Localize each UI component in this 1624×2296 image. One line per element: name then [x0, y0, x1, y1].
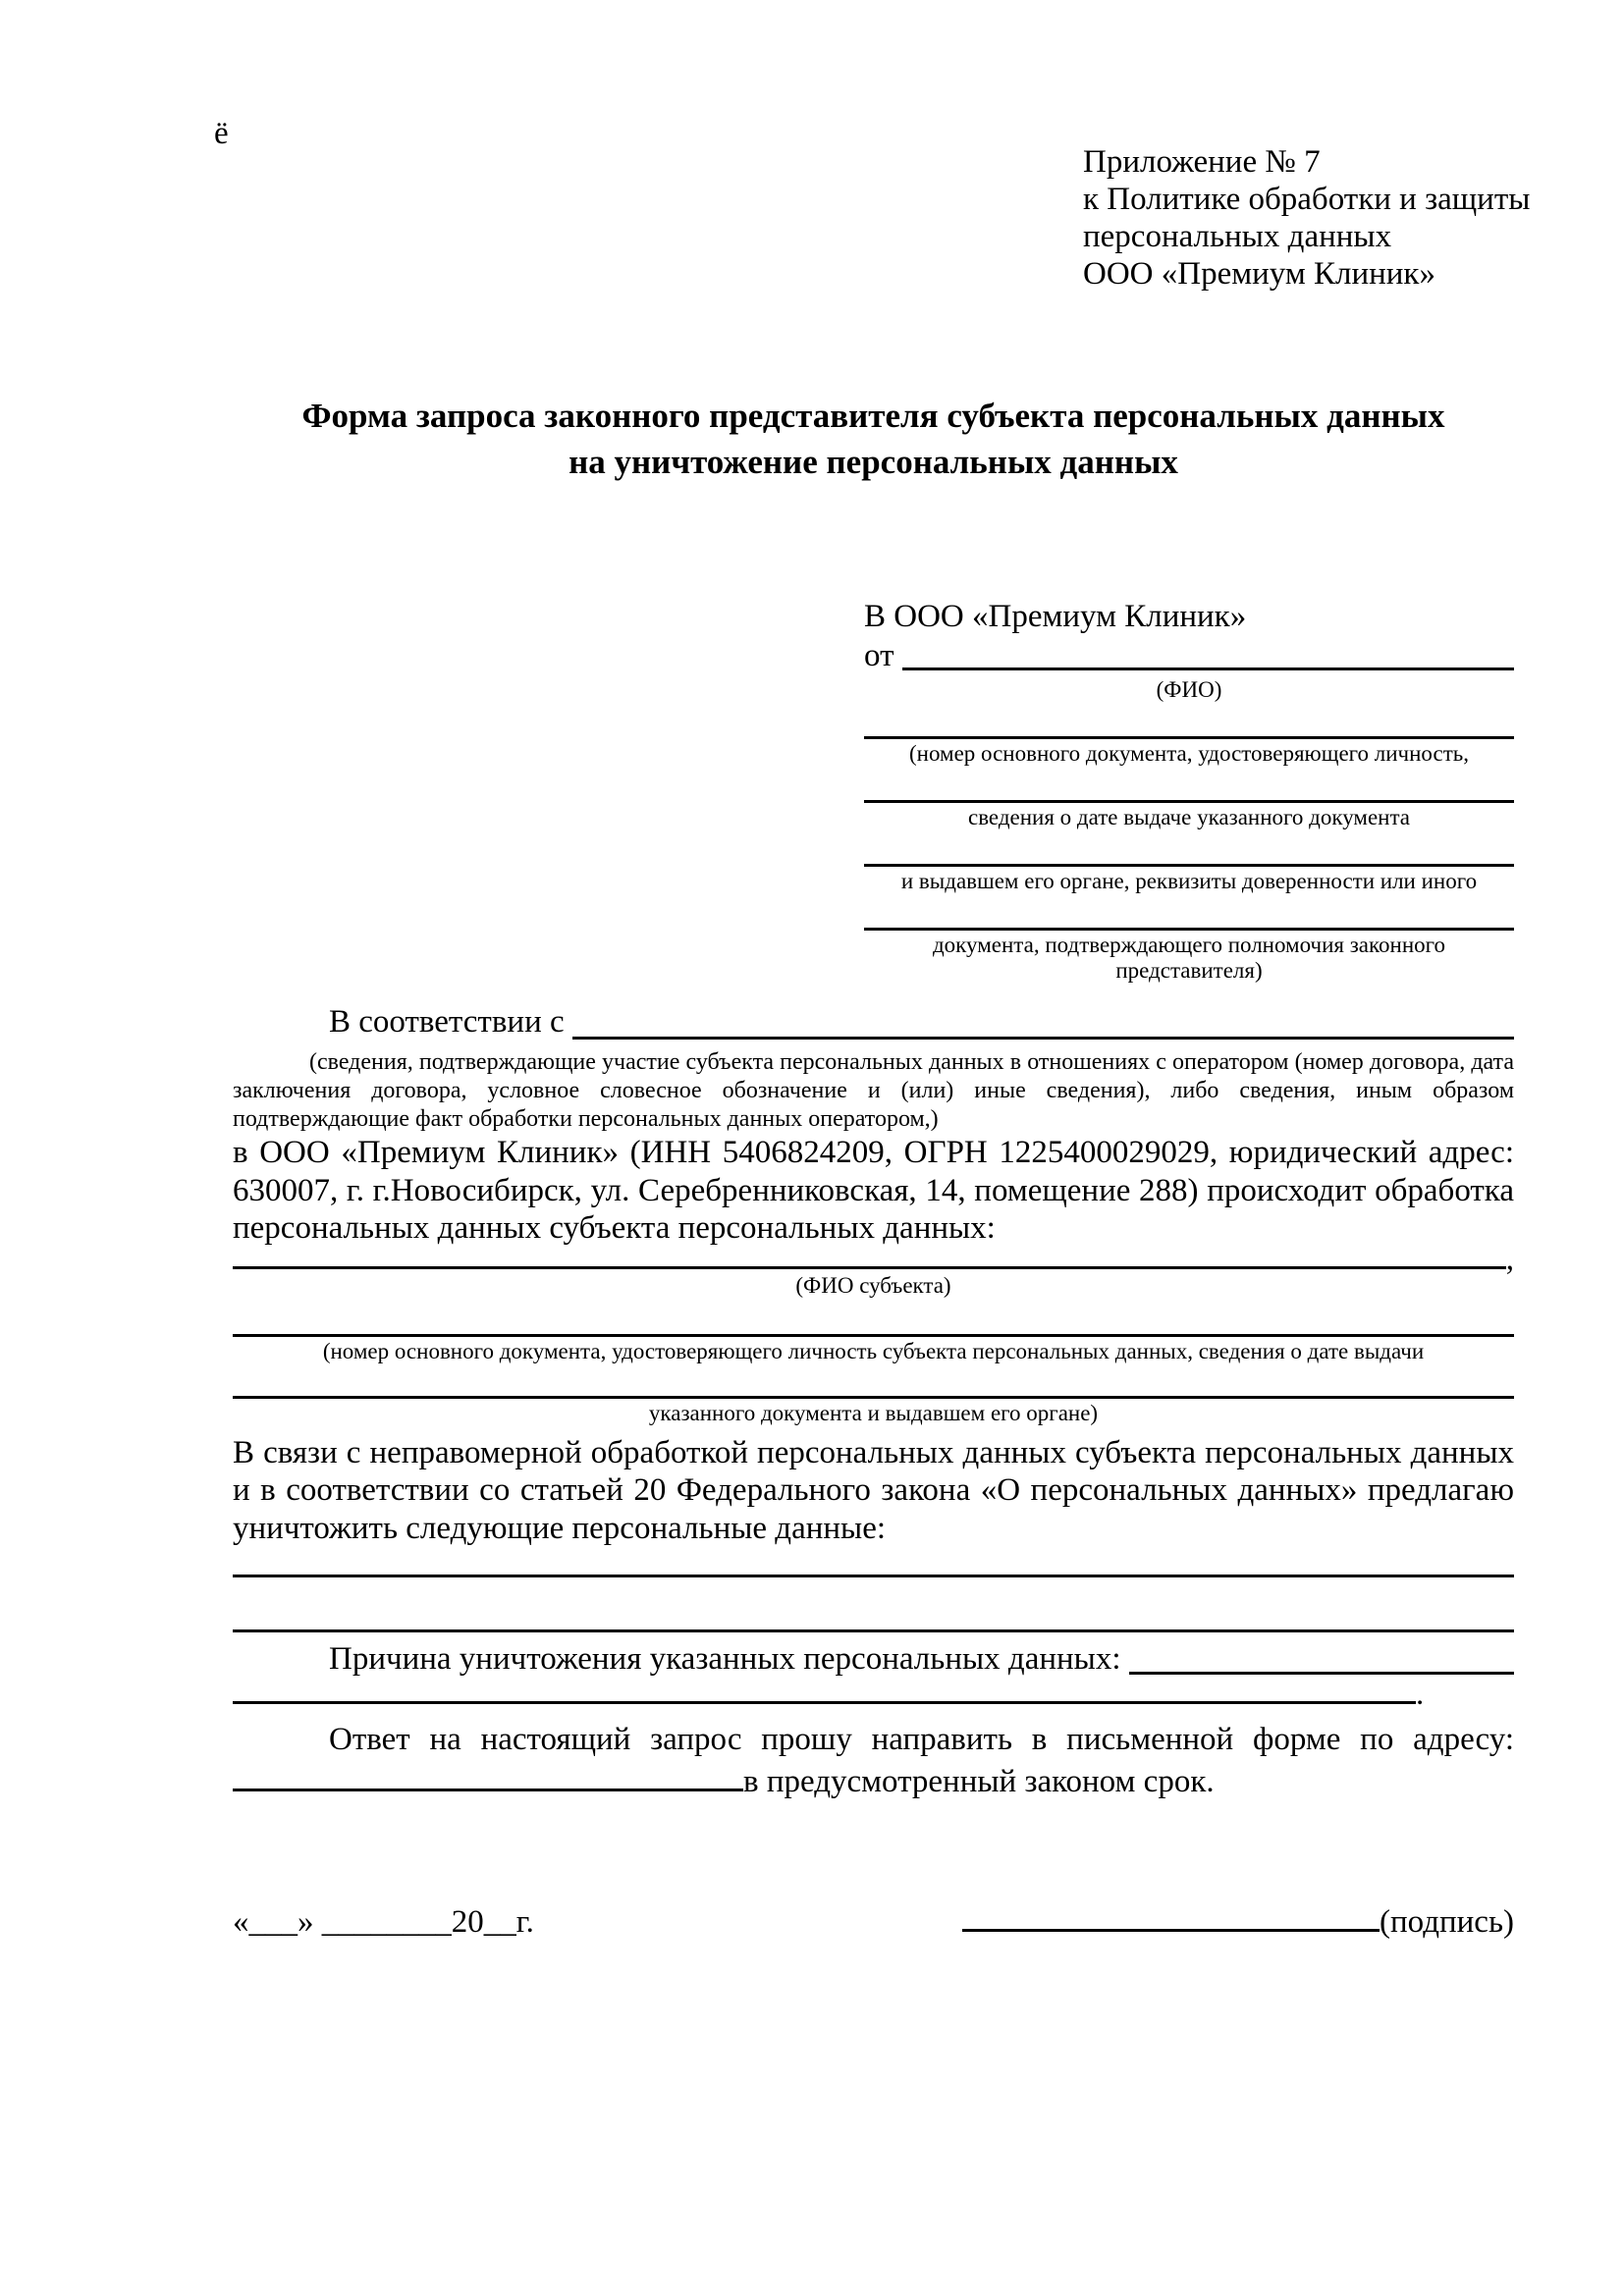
doc-caption: и выдавшем его органе, реквизиты доверенности или иного: [900, 869, 1478, 893]
blank-line: [233, 1629, 1514, 1632]
signature-row: [233, 1902, 1514, 1942]
addressee-to: В ООО «Премиум Клиник»: [864, 599, 1247, 634]
subject-doc-caption: (номер основного документа, удостоверяющего личность субъекта персональных данных, сведения о дате выдачи: [322, 1338, 1425, 1363]
subject-fio-line: [233, 1241, 1514, 1277]
blank-line: [962, 1929, 1380, 1932]
reply-address-line: [233, 1763, 1514, 1801]
trailing-comma: ,: [1505, 1241, 1514, 1277]
appendix-line: к Политике обработки и защиты: [1083, 182, 1531, 217]
blank-line: [572, 1003, 1514, 1040]
page-title: [233, 393, 1514, 485]
blank-line: [233, 1701, 1416, 1704]
page-title-line: на уничтожение персональных данных: [568, 443, 1178, 481]
doc-caption: документа, подтверждающего полномочия законного представителя): [932, 933, 1445, 983]
subject-doc-caption: указанного документа и выдавшем его органе): [648, 1400, 1099, 1425]
reply-tail: в предусмотренный законом срок.: [743, 1763, 1215, 1799]
blank-line: [233, 1248, 1506, 1269]
from-blank-line: [902, 636, 1515, 670]
signature-caption: (подпись): [1380, 1904, 1514, 1940]
operator-paragraph: в ООО «Премиум Клиник» (ИНН 5406824209, ОГРН 1225400029029, юридический адрес: 630007, г. г.Новосибирск, ул. Серебренниковская, 14, помещение 288) происходит обработка персональных данных субъекта персональных данных:: [233, 1135, 1514, 1246]
in-accordance-label: В соответствии с: [329, 1004, 565, 1040]
reply-paragraph: Ответ на настоящий запрос прошу направить в письменной форме по адресу:: [329, 1722, 1514, 1757]
date-line: «___» ________20__г.: [233, 1904, 534, 1940]
page-title-line: Форма запроса законного представителя субъекта персональных данных: [301, 397, 1445, 435]
trailing-period: .: [1416, 1677, 1425, 1712]
reason-line: [233, 1640, 1514, 1680]
blank-line: [864, 736, 1514, 739]
reason-label: Причина уничтожения указанных персональных данных:: [329, 1641, 1121, 1677]
blank-line: [233, 1334, 1514, 1337]
fio-subject-caption: (ФИО субъекта): [795, 1272, 951, 1298]
appendix-line: персональных данных: [1083, 219, 1392, 254]
in-accordance-line: [233, 1003, 1514, 1044]
appendix-line: Приложение № 7: [1083, 144, 1321, 180]
blank-line: [864, 864, 1514, 867]
reason-continuation-line: [233, 1677, 1514, 1712]
fio-caption: (ФИО): [1156, 677, 1222, 702]
appendix-block: [1083, 143, 1530, 293]
signature-line: [962, 1902, 1514, 1942]
doc-caption: (номер основного документа, удостоверяющего личность,: [908, 741, 1469, 766]
accordance-caption: (сведения, подтверждающие участие субъекта персональных данных в отношениях с оператором (номер договора, дата заключения договора, условное словесное обозначение и (или) иные сведения), либо сведения, иным образом подтверждающие факт обработки персональных данных оператором,): [233, 1049, 1514, 1132]
blank-line: [233, 1575, 1514, 1577]
unlawful-paragraph: В связи с неправомерной обработкой персональных данных субъекта персональных данных и в соответствии со статьей 20 Федерального закона «О персональных данных» предлагаю уничтожить следующие персональные данные:: [233, 1434, 1514, 1546]
main-body: [233, 1003, 1514, 1800]
doc-caption: сведения о дате выдаче указанного документа: [967, 805, 1411, 829]
stray-char: ё: [214, 116, 229, 151]
from-label: от: [864, 638, 894, 673]
addressee-block: [864, 597, 1514, 984]
blank-line: [233, 1789, 743, 1791]
blank-line: [1129, 1640, 1514, 1675]
from-line: [864, 636, 1514, 675]
blank-line: [864, 928, 1514, 931]
blank-line: [233, 1396, 1514, 1399]
appendix-line: ООО «Премиум Клиник»: [1083, 256, 1435, 292]
blank-line: [864, 800, 1514, 803]
